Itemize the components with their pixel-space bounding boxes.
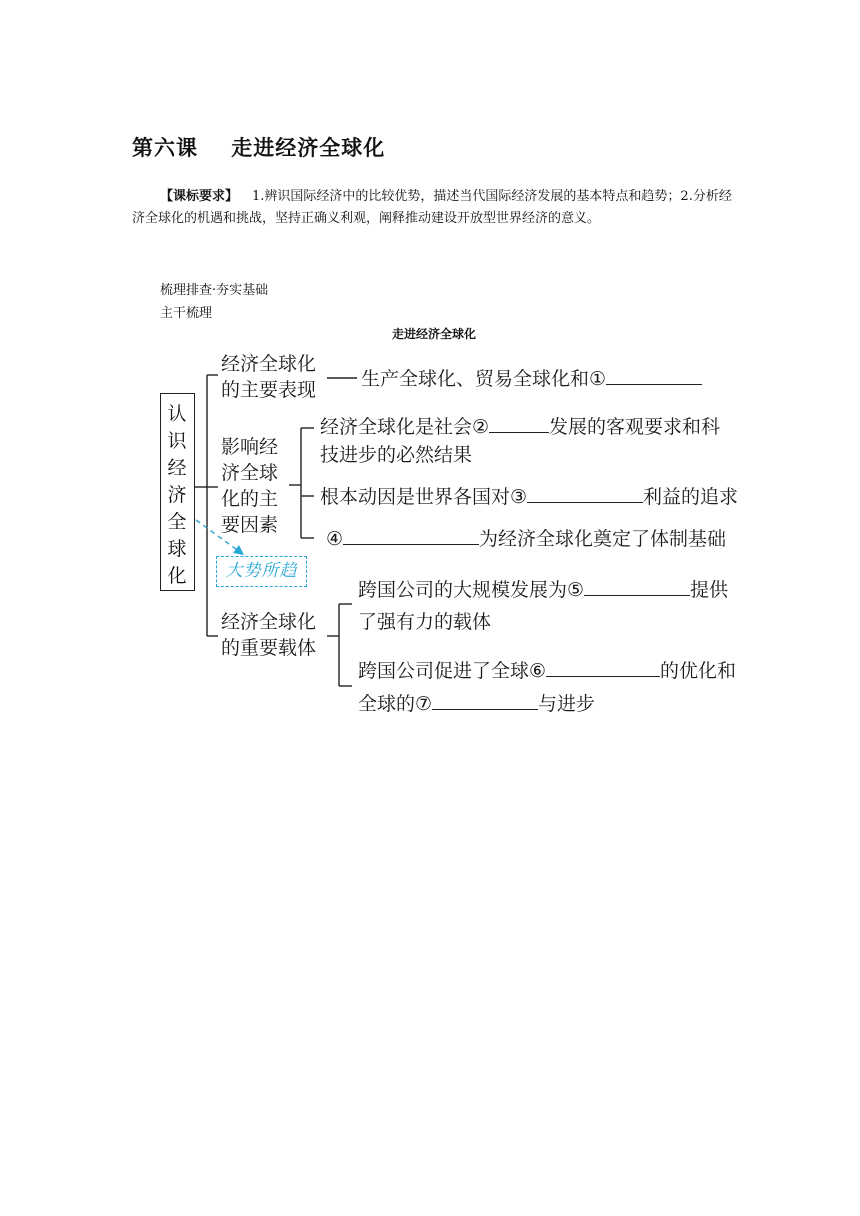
branch3-item2-line1: 跨国公司促进了全球⑥ 的优化和	[358, 656, 736, 686]
branch3-item1-line2: 了强有力的载体	[358, 611, 492, 633]
answer-blank-3[interactable]	[527, 482, 643, 503]
answer-blank-1[interactable]	[606, 364, 702, 385]
subsection-heading: 主干梳理	[160, 306, 213, 321]
trend-annotation: 大势所趋	[216, 556, 307, 587]
branch2-item1-line1: 经济全球化是社会② 发展的客观要求和科	[320, 412, 720, 442]
arrow-head-icon	[233, 545, 244, 555]
mindmap-title: 走进经济全球化	[392, 327, 477, 341]
branch3-label: 经济全球化 的重要载体	[221, 611, 317, 659]
branch1-item: 生产全球化、贸易全球化和①	[361, 364, 702, 394]
branch1-label: 经济全球化 的主要表现	[221, 353, 317, 401]
branch2-item1-line2: 技进步的必然结果	[320, 444, 473, 466]
answer-blank-7[interactable]	[432, 689, 538, 710]
lesson-title: 第六课 走进经济全球化	[132, 136, 386, 160]
branch2-item2: 根本动因是世界各国对③ 利益的追求	[320, 482, 738, 512]
requirements-label: 【课标要求】	[160, 189, 239, 204]
requirements-text: 1.辨识国际经济中的比较优势，描述当代国际经济发展的基本特点和趋势；2.分析经济全球化的机遇和挑战，坚持正确义利观，阐释推动建设开放型世界经济的意义。	[132, 189, 732, 226]
branch3-item1-line1: 跨国公司的大规模发展为⑤ 提供	[358, 575, 728, 605]
answer-blank-4[interactable]	[343, 524, 479, 545]
answer-blank-2[interactable]	[489, 412, 549, 433]
mindmap-root	[160, 393, 195, 591]
section-heading: 梳理排查·夯实基础	[160, 283, 269, 298]
branch3-item2-line2: 全球的⑦ 与进步	[358, 689, 595, 719]
answer-blank-6[interactable]	[546, 656, 660, 677]
branch2-label: 影响经 济全球 化的主 要因素	[221, 436, 279, 536]
root-label: 认识经济全球化	[167, 403, 187, 587]
branch2-item3: ④ 为经济全球化奠定了体制基础	[326, 524, 726, 554]
answer-blank-5[interactable]	[584, 575, 690, 596]
